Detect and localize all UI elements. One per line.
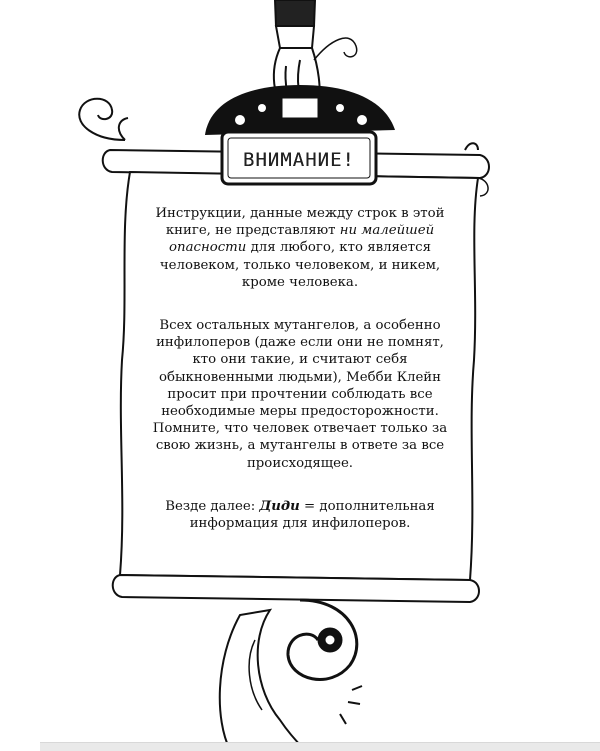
scroll-right-curl (478, 178, 488, 196)
notice-text (150, 205, 450, 558)
emphasis-text: ни малейшей опасности (169, 223, 435, 256)
didi-term: Диди (259, 498, 300, 514)
ornate-dome (205, 85, 395, 135)
notice-paragraph-2: Всех остальных мутангелов, а особенно инфилоперов (даже если они не помнят, кто они такие, и считают себя обыкновенными людьми), Мебби Клейн просит при прочтении соблюдать все необходимые меры предосторожности. Помните, что человек отвечает только за свою жизнь, а мутангелы в ответе за все происходящее. (152, 318, 448, 471)
tentacle-illustration (220, 600, 362, 750)
notice-paragraph-1: Инструкции, данные между строк в этой книге, не представляют ни малейшей опасности для любого, кто является человеком, только человеком, и никем, кроме человека. (155, 206, 445, 290)
left-swirl (79, 99, 128, 140)
notice-paragraph-3: Везде далее: Диди = дополнительная информация для инфилоперов. (165, 498, 435, 532)
scroll-bottom-roll (113, 575, 479, 602)
warning-heading: ВНИМАНИЕ! (243, 149, 355, 171)
